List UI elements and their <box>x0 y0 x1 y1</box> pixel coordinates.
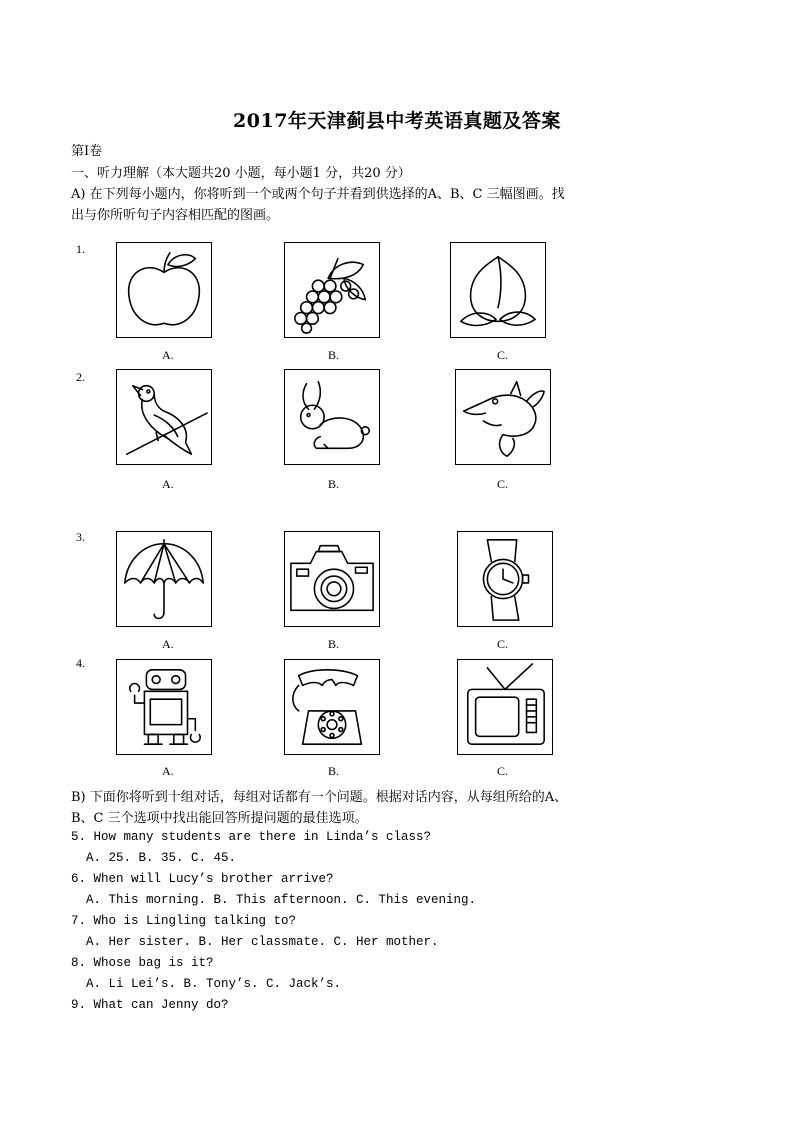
question-text: 6. When will Lucy’s brother arrive? <box>71 872 334 886</box>
question-text: 5. How many students are there in Linda’s class? <box>71 830 432 844</box>
option-label: A. <box>162 764 174 778</box>
volume-label: 第Ⅰ卷 <box>71 144 103 159</box>
grapes-icon[interactable] <box>284 242 380 338</box>
dolphin-icon[interactable] <box>455 369 551 465</box>
option-label: A. <box>162 477 174 491</box>
partA-instruction-1: A) 在下列每小题内，你将听到一个或两个句子并看到供选择的A、B、C 三幅图画。找 <box>71 187 565 202</box>
question-number: 1. <box>76 242 85 256</box>
option-label: B. <box>328 637 340 651</box>
question-text: 7. Who is Lingling talking to? <box>71 914 297 928</box>
question-options: A. Her sister. B. Her classmate. C. Her mother. <box>86 935 439 949</box>
telephone-icon[interactable] <box>284 659 380 755</box>
option-label: C. <box>497 764 509 778</box>
question-number: 3. <box>76 530 85 544</box>
section-heading: 一、听力理解（本大题共20 小题，每小题1 分，共20 分） <box>71 166 411 181</box>
tv-icon[interactable] <box>457 659 553 755</box>
peach-icon[interactable] <box>450 242 546 338</box>
question-text: 9. What can Jenny do? <box>71 998 229 1012</box>
option-label: C. <box>497 348 509 362</box>
partB-instruction-1: B) 下面你将听到十组对话，每组对话都有一个问题。根据对话内容，从每组所给的A、 <box>71 790 568 805</box>
option-label: A. <box>162 348 174 362</box>
page-title: 2017年天津蓟县中考英语真题及答案 <box>233 110 561 132</box>
umbrella-icon[interactable] <box>116 531 212 627</box>
watch-icon[interactable] <box>457 531 553 627</box>
question-number: 2. <box>76 370 85 384</box>
option-label: B. <box>328 764 340 778</box>
question-options: A. Li Lei’s. B. Tony’s. C. Jack’s. <box>86 977 342 991</box>
robot-icon[interactable] <box>116 659 212 755</box>
option-label: C. <box>497 477 509 491</box>
rabbit-icon[interactable] <box>284 369 380 465</box>
partA-instruction-2: 出与你所听句子内容相匹配的图画。 <box>71 208 280 223</box>
question-options: A. 25. B. 35. C. 45. <box>86 851 237 865</box>
option-label: C. <box>497 637 509 651</box>
camera-icon[interactable] <box>284 531 380 627</box>
option-label: B. <box>328 477 340 491</box>
question-number: 4. <box>76 656 85 670</box>
partB-instruction-2: B、C 三个选项中找出能回答所提问题的最佳选项。 <box>71 811 368 826</box>
apple-icon[interactable] <box>116 242 212 338</box>
question-text: 8. Whose bag is it? <box>71 956 214 970</box>
question-options: A. This morning. B. This afternoon. C. This evening. <box>86 893 477 907</box>
bird-icon[interactable] <box>116 369 212 465</box>
option-label: A. <box>162 637 174 651</box>
option-label: B. <box>328 348 340 362</box>
